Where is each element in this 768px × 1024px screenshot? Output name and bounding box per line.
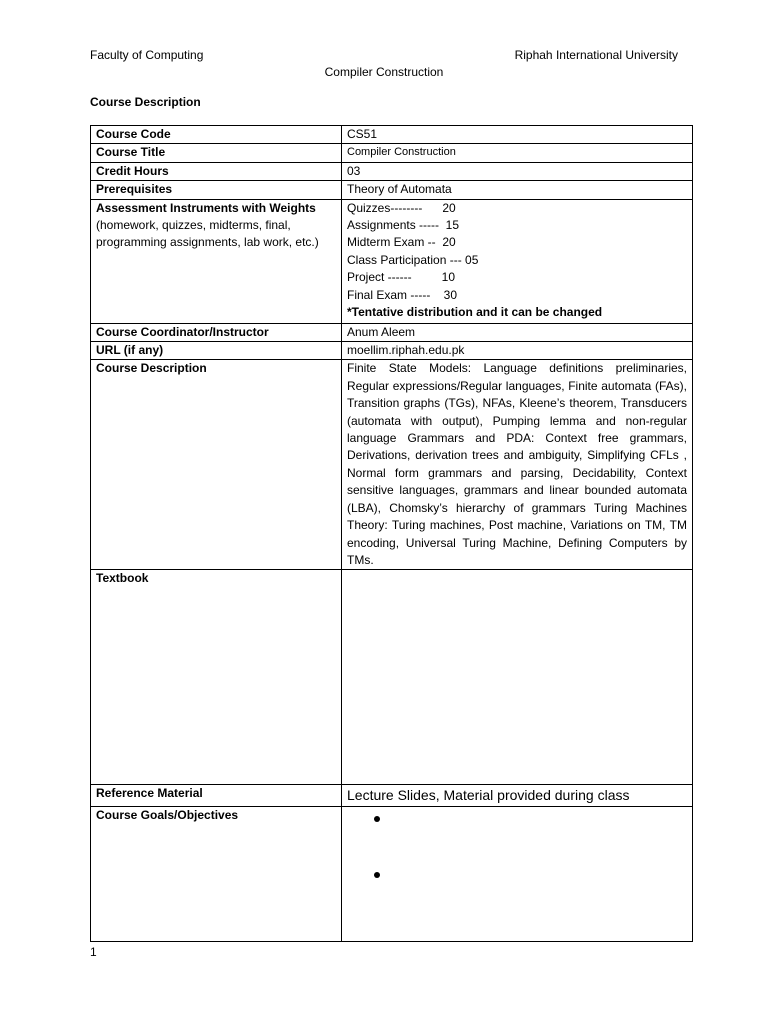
table-row-assessment [91,199,693,323]
goals-label: Course Goals/Objectives [91,807,342,942]
course-title-label: Course Title [91,144,342,162]
description-value: Finite State Models: Language definitions preliminaries, Regular expressions/Regular languages, Finite automata (FAs), Transition graphs (TGs), NFAs, Kleene’s theorem, Transducers (automata with output), Pumping lemma and non-regular language Grammars and PDA: Context free grammars, Derivations, derivation trees and ambiguity, Simplifying CFLs , Normal form grammars and parsing, Decidability, Context sensitive languages, grammars and linear bounded automata (LBA), Chomsky’s hierarchy of grammars Turing Machines Theory: Turing machines, Post machine, Variations on TM, TM encoding, Universal Turing Machine, Defining Computers by TMs. [342,360,693,570]
weight-final-exam: Final Exam ----- 30 [347,287,458,302]
course-code-value: CS51 [342,126,693,144]
reference-material-label: Reference Material [91,785,342,807]
table-row-prerequisites [91,181,693,199]
table-row-description [91,360,693,570]
header-university: Riphah International University [514,48,678,62]
weight-assignments: Assignments ----- 15 [347,218,460,233]
course-title-value: Compiler Construction [342,144,693,162]
url-value: moellim.riphah.edu.pk [342,342,693,360]
table-row-coordinator [91,323,693,341]
coordinator-label: Course Coordinator/Instructor [91,323,342,341]
textbook-label: Textbook [91,570,342,785]
tentative-note: *Tentative distribution and it can be changed [347,305,603,320]
page-number: 1 [90,945,97,959]
goals-list [347,807,687,919]
goal-bullet [347,807,687,863]
prerequisites-value: Theory of Automata [342,181,693,199]
assessment-label: Assessment Instruments with Weights [96,200,316,215]
url-label: URL (if any) [91,342,342,360]
weight-midterm-exam: Midterm Exam -- 20 [347,235,456,250]
prerequisites-label: Prerequisites [91,181,342,199]
table-row-textbook [91,570,693,785]
table-row-url [91,342,693,360]
weight-project: Project ------ 10 [347,270,456,285]
table-row-course-code [91,126,693,144]
credit-hours-value: 03 [342,162,693,180]
credit-hours-label: Credit Hours [91,162,342,180]
weight-class-participation: Class Participation --- 05 [347,252,479,267]
assessment-label-cell [91,199,342,323]
section-heading: Course Description [90,95,201,109]
header-faculty: Faculty of Computing [90,48,204,62]
coordinator-value: Anum Aleem [342,323,693,341]
table-row-reference-material [91,785,693,807]
table-row-course-title [91,144,693,162]
goal-bullet [347,863,687,919]
course-code-label: Course Code [91,126,342,144]
reference-material-value: Lecture Slides, Material provided during class [342,785,693,807]
weight-quizzes: Quizzes-------- 20 [347,200,456,215]
assessment-label-detail: (homework, quizzes, midterms, final, programming assignments, lab work, etc.) [96,218,319,250]
description-label: Course Description [91,360,342,570]
goals-cell [342,807,693,942]
header-course-name: Compiler Construction [324,65,444,79]
table-row-credit-hours [91,162,693,180]
assessment-weights-cell [342,199,693,323]
textbook-value [342,570,693,785]
course-info-table [90,125,693,942]
table-row-goals [91,807,693,942]
